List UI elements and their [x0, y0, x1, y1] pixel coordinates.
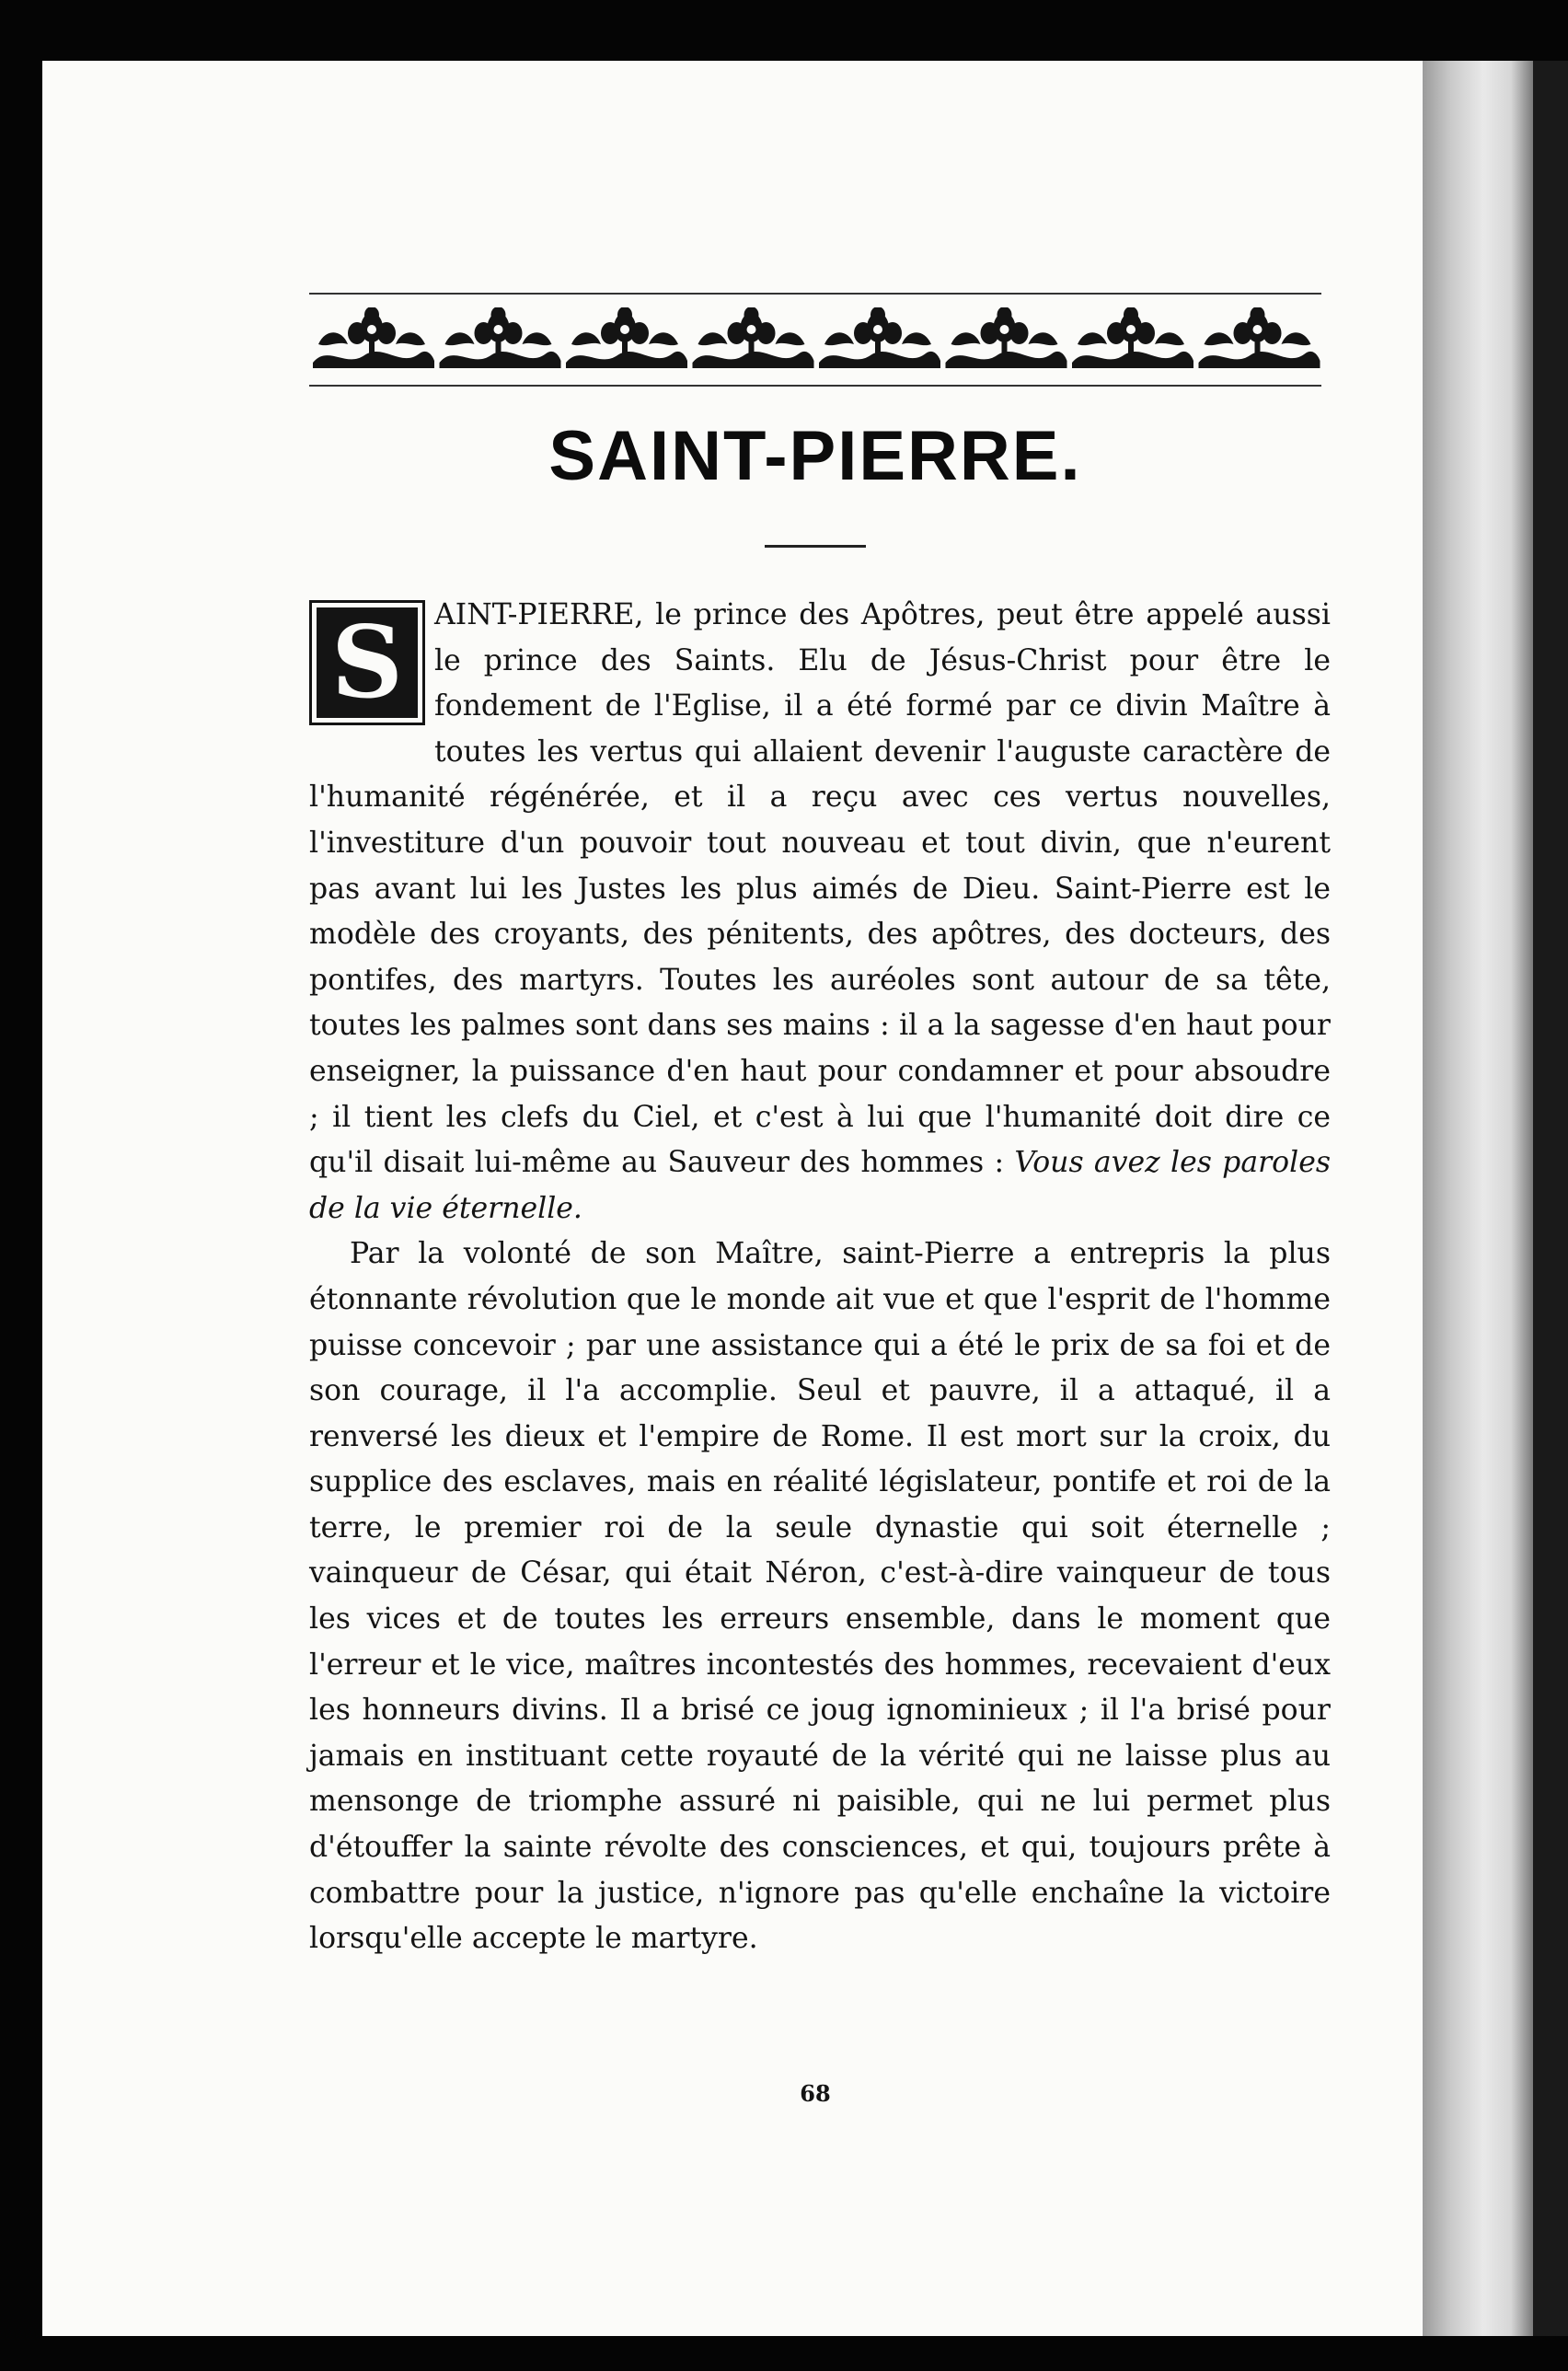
ornament-motif — [1072, 307, 1193, 368]
ornament-motif — [693, 307, 814, 368]
paragraph-1-quote: Vous avez les paroles de la vie éternelle. — [309, 1146, 1331, 1225]
ornament-motif — [819, 307, 940, 368]
body-text — [309, 593, 1331, 1962]
ornament-motif — [946, 307, 1067, 368]
floral-ornament-icon — [309, 307, 1321, 372]
book-page-edge — [1423, 61, 1533, 2336]
book-binding-shadow — [1533, 61, 1568, 2336]
ornament-motif — [313, 307, 434, 368]
paragraph-1 — [309, 593, 1331, 1232]
paragraph-1-text: AINT-PIERRE, le prince des Apôtres, peut être appelé aussi le prince des Saints. Elu de Jésus-Christ pour être le fondement de l'Eglise, il a été formé par ce divin Maître à toutes les vertus qui allaient devenir l'auguste caractère de l'humanité régénérée, et il a reçu avec ces vertus nouvelles, l'investiture d'un pouvoir tout nouveau et tout divin, que n'eurent pas avant lui les Justes les plus aimés de Dieu. Saint-Pierre est le modèle des croyants, des pénitents, des apôtres, des docteurs, des pontifes, des martyrs. Toutes les auréoles sont autour de sa tête, toutes les palmes sont dans ses mains : il a la sagesse d'en haut pour enseigner, la puissance d'en haut pour condamner et pour absoudre ; il tient les clefs du Ciel, et c'est à lui que l'humanité doit dire ce qu'il disait lui-même au Sauveur des hommes : — [309, 598, 1331, 1180]
drop-cap-letter: S — [331, 605, 403, 721]
ornament-motif — [440, 307, 561, 368]
ornament-motif — [566, 307, 687, 368]
page-title: SAINT-PIERRE. — [548, 417, 1082, 495]
title-divider — [765, 545, 866, 548]
page-number: 68 — [800, 2080, 831, 2107]
ornament-rule-bottom — [309, 385, 1321, 387]
paragraph-2: Par la volonté de son Maître, saint-Pierre a entrepris la plus étonnante révolution que le monde ait vue et que l'esprit de l'homme puisse concevoir ; par une assistance qui a été le prix de sa foi et de son courage, il l'a accomplie. Seul et pauvre, il a attaqué, il a renversé les dieux et l'empire de Rome. Il est mort sur la croix, du supplice des esclaves, mais en réalité législateur, pontife et roi de la terre, le premier roi de la seule dynastie qui soit éternelle ; vainqueur de César, qui était Néron, c'est-à-dire vainqueur de tous les vices et de toutes les erreurs ensemble, dans le moment que l'erreur et le vice, maîtres incontestés des hommes, recevaient d'eux les honneurs divins. Il a brisé ce joug ignominieux ; il l'a brisé pour jamais en instituant cette royauté de la vérité qui ne laisse plus au mensonge de triomphe assuré ni paisible, qui ne lui permet plus d'étouffer la sainte révolte des consciences, et qui, toujours prête à combattre pour la justice, n'ignore pas qu'elle enchaîne la victoire lorsqu'elle accepte le martyre. — [309, 1237, 1331, 1956]
floral-ornament-band — [309, 293, 1321, 388]
ornament-rule-top — [309, 293, 1321, 295]
ornament-motif — [1199, 307, 1320, 368]
